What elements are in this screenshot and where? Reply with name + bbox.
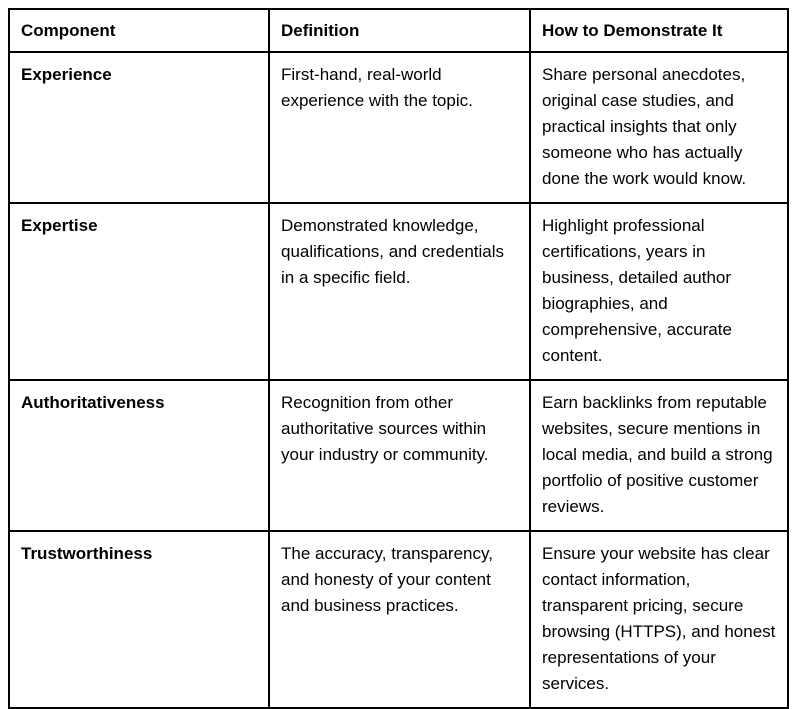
column-header-how-to-demonstrate-label: How to Demonstrate It [542, 21, 723, 40]
eeat-table-container [8, 8, 787, 709]
cell-component-experience [9, 52, 269, 203]
component-label: Expertise [21, 216, 98, 235]
definition-text: First-hand, real-world experience with the topic. [281, 65, 473, 110]
column-header-component-label: Component [21, 21, 116, 40]
cell-component-expertise [9, 203, 269, 380]
cell-definition-authoritativeness [269, 380, 530, 531]
demonstrate-text: Earn backlinks from reputable websites, secure mentions in local media, and build a strong portfolio of positive customer reviews. [542, 393, 773, 516]
component-label: Trustworthiness [21, 544, 153, 563]
cell-demonstrate-trustworthiness [530, 531, 788, 708]
definition-text: Recognition from other authoritative sources within your industry or community. [281, 393, 489, 464]
component-label: Experience [21, 65, 112, 84]
column-header-definition-label: Definition [281, 21, 360, 40]
table-header [9, 9, 788, 52]
eeat-table [8, 8, 789, 709]
demonstrate-text: Ensure your website has clear contact information, transparent pricing, secure browsing (HTTPS), and honest representations of your services. [542, 544, 776, 693]
cell-definition-expertise [269, 203, 530, 380]
cell-demonstrate-experience [530, 52, 788, 203]
cell-demonstrate-expertise [530, 203, 788, 380]
demonstrate-text: Share personal anecdotes, original case studies, and practical insights that only someone who has actually done the work would know. [542, 65, 747, 188]
column-header-how-to-demonstrate [530, 9, 788, 52]
table-body [9, 52, 788, 708]
cell-component-trustworthiness [9, 531, 269, 708]
column-header-component [9, 9, 269, 52]
component-label: Authoritativeness [21, 393, 165, 412]
definition-text: The accuracy, transparency, and honesty of your content and business practices. [281, 544, 493, 615]
demonstrate-text: Highlight professional certifications, years in business, detailed author biographies, and comprehensive, accurate content. [542, 216, 732, 365]
column-header-definition [269, 9, 530, 52]
table-row [9, 52, 788, 203]
table-row [9, 531, 788, 708]
cell-demonstrate-authoritativeness [530, 380, 788, 531]
cell-definition-experience [269, 52, 530, 203]
cell-component-authoritativeness [9, 380, 269, 531]
table-header-row [9, 9, 788, 52]
table-row [9, 380, 788, 531]
cell-definition-trustworthiness [269, 531, 530, 708]
definition-text: Demonstrated knowledge, qualifications, and credentials in a specific field. [281, 216, 505, 287]
table-row [9, 203, 788, 380]
